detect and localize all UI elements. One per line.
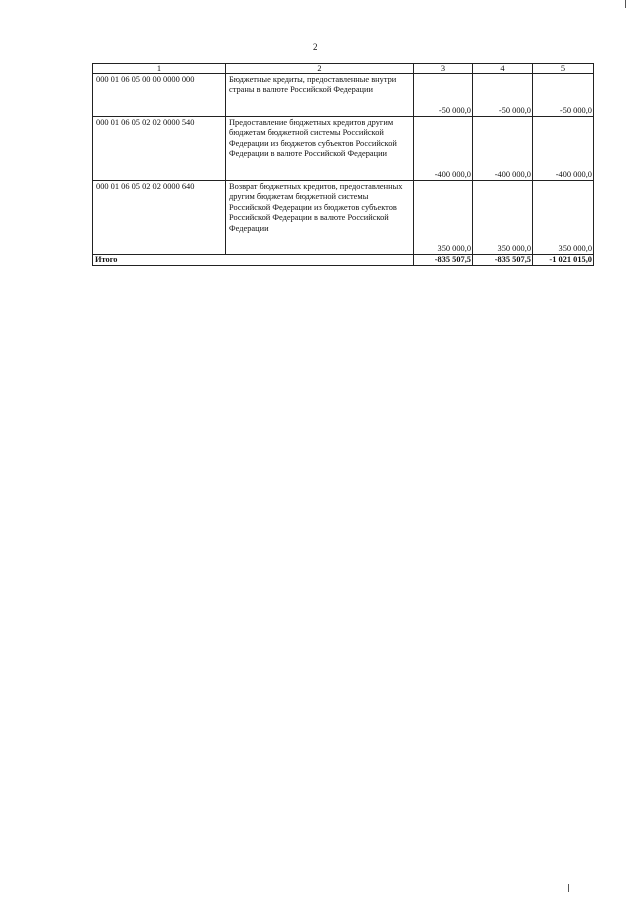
row-value-col4: -400 000,0 xyxy=(473,117,533,181)
row-name: Предоставление бюджетных кредитов другим бюджетам бюджетной системы Российской Федерации из бюджетов субъектов Российской Федерации в валюте Российской Федерации xyxy=(226,117,414,181)
table-row xyxy=(93,181,594,255)
column-header-1: 1 xyxy=(93,64,226,74)
total-label: Итого xyxy=(93,255,414,266)
row-value-col3: 350 000,0 xyxy=(414,181,473,255)
scan-edge-mark-bottom xyxy=(568,884,569,892)
row-name: Возврат бюджетных кредитов, предоставленных другим бюджетам бюджетной системы Российской Федерации из бюджетов субъектов Российской Федерации в валюте Российской Федерации xyxy=(226,181,414,255)
row-code: 000 01 06 05 00 00 0000 000 xyxy=(93,74,226,117)
row-value-col3: -400 000,0 xyxy=(414,117,473,181)
row-value-col4: 350 000,0 xyxy=(473,181,533,255)
row-value-col5: 350 000,0 xyxy=(533,181,594,255)
sources-financing-table xyxy=(92,63,594,266)
total-value-col5: -1 021 015,0 xyxy=(533,255,594,266)
row-value-col5: -50 000,0 xyxy=(533,74,594,117)
scan-edge-mark-top xyxy=(625,0,626,8)
table-row xyxy=(93,117,594,181)
total-value-col4: -835 507,5 xyxy=(473,255,533,266)
table-total-row xyxy=(93,255,594,266)
row-value-col3: -50 000,0 xyxy=(414,74,473,117)
row-code: 000 01 06 05 02 02 0000 640 xyxy=(93,181,226,255)
table-row xyxy=(93,74,594,117)
row-value-col4: -50 000,0 xyxy=(473,74,533,117)
column-header-4: 4 xyxy=(473,64,533,74)
column-header-5: 5 xyxy=(533,64,594,74)
row-name: Бюджетные кредиты, предоставленные внутри страны в валюте Российской Федерации xyxy=(226,74,414,117)
column-header-3: 3 xyxy=(414,64,473,74)
row-code: 000 01 06 05 02 02 0000 540 xyxy=(93,117,226,181)
column-header-2: 2 xyxy=(226,64,414,74)
row-value-col5: -400 000,0 xyxy=(533,117,594,181)
table-header-row xyxy=(93,64,594,74)
page-number: 2 xyxy=(313,42,318,52)
total-value-col3: -835 507,5 xyxy=(414,255,473,266)
